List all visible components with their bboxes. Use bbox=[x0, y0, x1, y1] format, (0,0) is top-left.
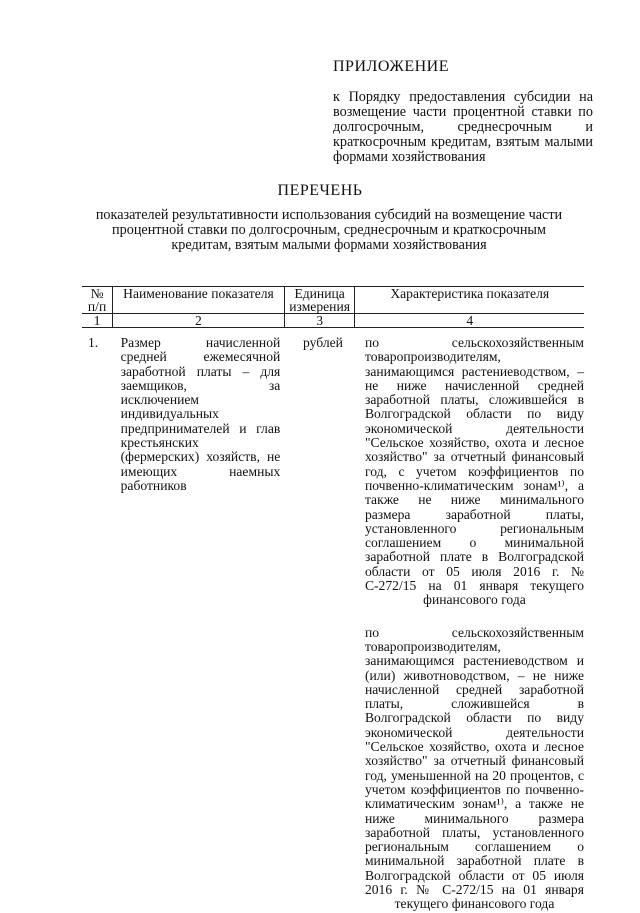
table-row bbox=[82, 328, 584, 913]
appendix-title: ПРИЛОЖЕНИЕ bbox=[333, 58, 450, 75]
header-characteristics: Характеристика показателя bbox=[355, 287, 584, 314]
indicators-table bbox=[82, 286, 584, 913]
list-title: ПЕРЕЧЕНЬ bbox=[277, 182, 363, 199]
header-name: Наименование показателя bbox=[113, 287, 285, 314]
header-number: № п/п bbox=[82, 287, 113, 314]
appendix-text: к Порядку предоставления субсидии на возмещение части процентной ставки по долгосрочным, среднесрочным и краткосрочным кредитам, взятым малыми формами хозяйствования bbox=[333, 89, 593, 165]
table-header-row bbox=[82, 287, 584, 314]
indicator-unit: рублей bbox=[303, 335, 343, 350]
characteristic-paragraph: по сельскохозяйственным товаропроизводителям, занимающимся растениеводством, – не ниже начисленной средней заработной платы, сложившейся в Волгоградской области по виду экономической деятельности "Сельское хозяйство, охота и лесное хозяйство" за отчетный финансовый год, с учетом коэффициентов по почвенно-климатическим зонам¹⁾, а также не ниже минимального размера заработной платы, установленного региональным соглашением о минимальной заработной плате в Волгоградской области от 05 июля 2016 г. № С-272/15 на 01 января текущего финансового года bbox=[364, 335, 584, 608]
list-subtitle: показателей результативности использования субсидий на возмещение части процентной ставки по долгосрочным, среднесрочным и краткосрочным кредитам, взятым малыми формами хозяйствования bbox=[95, 207, 563, 253]
column-number-row bbox=[82, 314, 584, 328]
column-number: 1 bbox=[82, 314, 113, 328]
indicator-characteristics bbox=[355, 328, 584, 913]
header-unit: Единица измерения bbox=[284, 287, 355, 314]
row-number: 1. bbox=[88, 335, 99, 350]
column-number: 2 bbox=[113, 314, 285, 328]
column-number: 3 bbox=[284, 314, 355, 328]
characteristic-paragraph: по сельскохозяйственным товаропроизводителям, занимающимся растениеводством и (или) животноводством, – не ниже начисленной средней заработной платы, сложившейся в Волгоградской области по виду экономической деятельности "Сельское хозяйство, охота и лесное хозяйство" за отчетный финансовый год, уменьшенной на 20 процентов, с учетом коэффициентов по почвенно-климатическим зонам¹⁾, а также не ниже минимального размера заработной платы, установленного региональным соглашением о минимальной заработной плате в Волгоградской области от 05 июля 2016 г. № С-272/15 на 01 января текущего финансового года bbox=[364, 624, 584, 912]
column-number: 4 bbox=[355, 314, 584, 328]
appendix-block bbox=[333, 58, 593, 165]
indicator-name: Размер начисленной средней ежемесячной заработной платы – для заемщиков, за исключением индивидуальных предпринимателей и глав крестьянских (фермерских) хозяйств, не имеющих наемных работников bbox=[120, 335, 281, 493]
